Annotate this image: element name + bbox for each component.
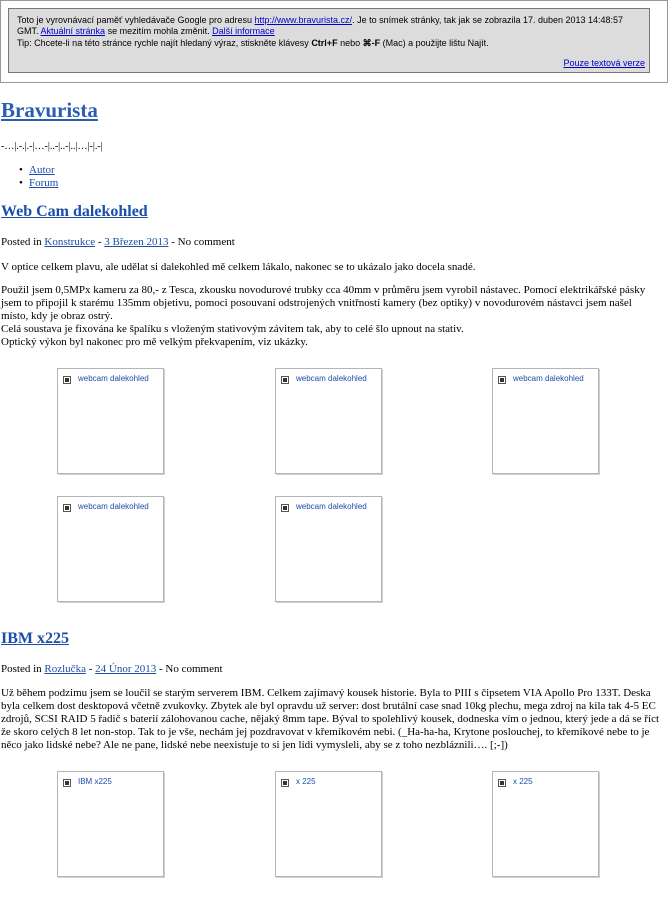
image-alt-text: webcam dalekohled bbox=[78, 374, 149, 383]
post-paragraph: Použil jsem 0,5MPx kameru za 80,- z Tesca, zkousku novodurové trubky cca 40mm v průměru jsem vyrobil nástavec. Pomocí elektrikářské pásky jsem to připojil k starému 135mm objetivu, pomoci posouvaní odstrojených vnitřností kamery (bez optiky) v novodurovém nástavci jsem našel místo, kdy je obraz ostrý. bbox=[1, 284, 646, 322]
date-link[interactable]: 3 Březen 2013 bbox=[104, 236, 169, 248]
text-only-link[interactable]: Pouze textová verze bbox=[563, 58, 645, 68]
comment-count: No comment bbox=[177, 236, 235, 248]
image-thumbnail[interactable] bbox=[275, 771, 382, 877]
broken-image-icon bbox=[281, 376, 289, 384]
image-thumbnail[interactable] bbox=[57, 496, 164, 602]
image-alt-text: IBM x225 bbox=[78, 777, 112, 786]
post-title bbox=[1, 630, 69, 648]
image-alt-text: x 225 bbox=[296, 777, 316, 786]
post-paragraph: Optický výkon byl nakonec pro mě velkým překvapením, viz ukázky. bbox=[1, 336, 308, 348]
image-thumbnail[interactable] bbox=[492, 368, 599, 474]
image-alt-text: webcam dalekohled bbox=[296, 374, 367, 383]
cache-text: se mezitím mohla změnit. bbox=[105, 26, 213, 36]
broken-image-icon bbox=[281, 504, 289, 512]
broken-image-icon bbox=[63, 376, 71, 384]
image-thumbnail[interactable] bbox=[57, 368, 164, 474]
image-thumbnail[interactable] bbox=[492, 771, 599, 877]
cache-text: . Je to snímek stránky, tak jak se zobrazila 17. duben 2013 14:48:57 bbox=[352, 15, 624, 25]
image-thumbnail[interactable] bbox=[275, 368, 382, 474]
current-page-link[interactable]: Aktuální stránka bbox=[40, 26, 106, 36]
tip-key: Ctrl+F bbox=[311, 38, 338, 48]
broken-image-icon bbox=[281, 779, 289, 787]
post-paragraph: V optice celkem plavu, ale udělat si dalekohled mě celkem lákalo, nakonec se to ukázalo jako docela snadé. bbox=[1, 261, 476, 273]
comment-count: No comment bbox=[165, 663, 223, 675]
category-link[interactable]: Rozlučka bbox=[44, 663, 86, 675]
more-info-link[interactable]: Další informace bbox=[212, 26, 275, 36]
broken-image-icon bbox=[498, 376, 506, 384]
cache-text: Toto je vyrovnávací paměť vyhledávače Google pro adresu bbox=[17, 15, 255, 25]
date-link[interactable]: 24 Únor 2013 bbox=[95, 663, 157, 675]
cache-line-1 bbox=[17, 15, 623, 26]
tip-text: nebo bbox=[337, 38, 363, 48]
broken-image-icon bbox=[63, 779, 71, 787]
cache-text: GMT. bbox=[17, 26, 41, 36]
site-title bbox=[1, 98, 98, 123]
category-link[interactable]: Konstrukce bbox=[44, 236, 96, 248]
tip-text: (Mac) a použijte lištu Najít. bbox=[380, 38, 489, 48]
post-meta: Posted in Rozlučka - 24 Únor 2013 - No comment bbox=[1, 663, 223, 675]
main-nav bbox=[19, 164, 58, 190]
nav-link-forum[interactable]: Forum bbox=[29, 177, 59, 189]
nav-item-autor bbox=[19, 164, 58, 177]
post-title bbox=[1, 203, 148, 221]
image-thumbnail[interactable] bbox=[275, 496, 382, 602]
broken-image-icon bbox=[498, 779, 506, 787]
meta-label: Posted in bbox=[1, 236, 45, 248]
site-separator: -…|.-.|.-|…-|..-|..-|..|…|-|.-| bbox=[1, 141, 103, 152]
tip-text: Tip: Chcete-li na této stránce rychle najít hledaný výraz, stiskněte klávesy bbox=[17, 38, 312, 48]
broken-image-icon bbox=[63, 504, 71, 512]
cache-line-2 bbox=[17, 26, 275, 37]
site-title-link[interactable]: Bravurista bbox=[1, 98, 98, 122]
cache-info-box bbox=[8, 8, 650, 73]
post-title-link[interactable]: Web Cam dalekohled bbox=[1, 203, 148, 220]
post-paragraph: Celá soustava je fixována ke špalíku s vloženým stativovým závitem tak, aby to celé šlo upnout na stativ. bbox=[1, 323, 464, 335]
image-alt-text: webcam dalekohled bbox=[78, 502, 149, 511]
image-alt-text: webcam dalekohled bbox=[296, 502, 367, 511]
meta-label: Posted in bbox=[1, 663, 45, 675]
image-thumbnail[interactable] bbox=[57, 771, 164, 877]
cached-url-link[interactable]: http://www.bravurista.cz/ bbox=[254, 15, 353, 25]
tip-key: ⌘-F bbox=[362, 38, 381, 48]
image-alt-text: webcam dalekohled bbox=[513, 374, 584, 383]
cache-banner bbox=[0, 0, 668, 83]
post-meta: Posted in Konstrukce - 3 Březen 2013 - No comment bbox=[1, 236, 235, 248]
post-title-link[interactable]: IBM x225 bbox=[1, 630, 69, 647]
nav-link-autor[interactable]: Autor bbox=[29, 164, 55, 176]
cache-tip bbox=[17, 38, 489, 49]
image-alt-text: x 225 bbox=[513, 777, 533, 786]
post-paragraph: Už během podzimu jsem se loučil se starým serverem IBM. Celkem zajímavý kousek historie. Byla to PIII s čipsetem VIA Apollo Pro 133T. Deska byla celkem dost desktopová včetně zvukovky. Zbytek ale byl opravdu už server: dost brutální case snad 10kg plechu, mega zdroj na kila tak 4-5 EC zdrojů, SCSI RAID 5 řadič s baterií zálohovanou cache, nějaký 8mm tape. Býval to spolehlivý kousek, dodneska vím o jednou, který jede a dá se říct že skoro celých 8 let non-stop. Tak to je vše, nechám jej pozdravovat v křemíkovém nebi. (_Ha-ha-ha, Krytone poslouchej, to křemíkové nebe to je něco jako lidské nebe? Ale ne pane, lidské nebe neexistuje to si jen lidi vymysleli, aby se z toho nezbláznili…. [;-]) bbox=[1, 687, 660, 751]
nav-item-forum bbox=[19, 177, 58, 190]
